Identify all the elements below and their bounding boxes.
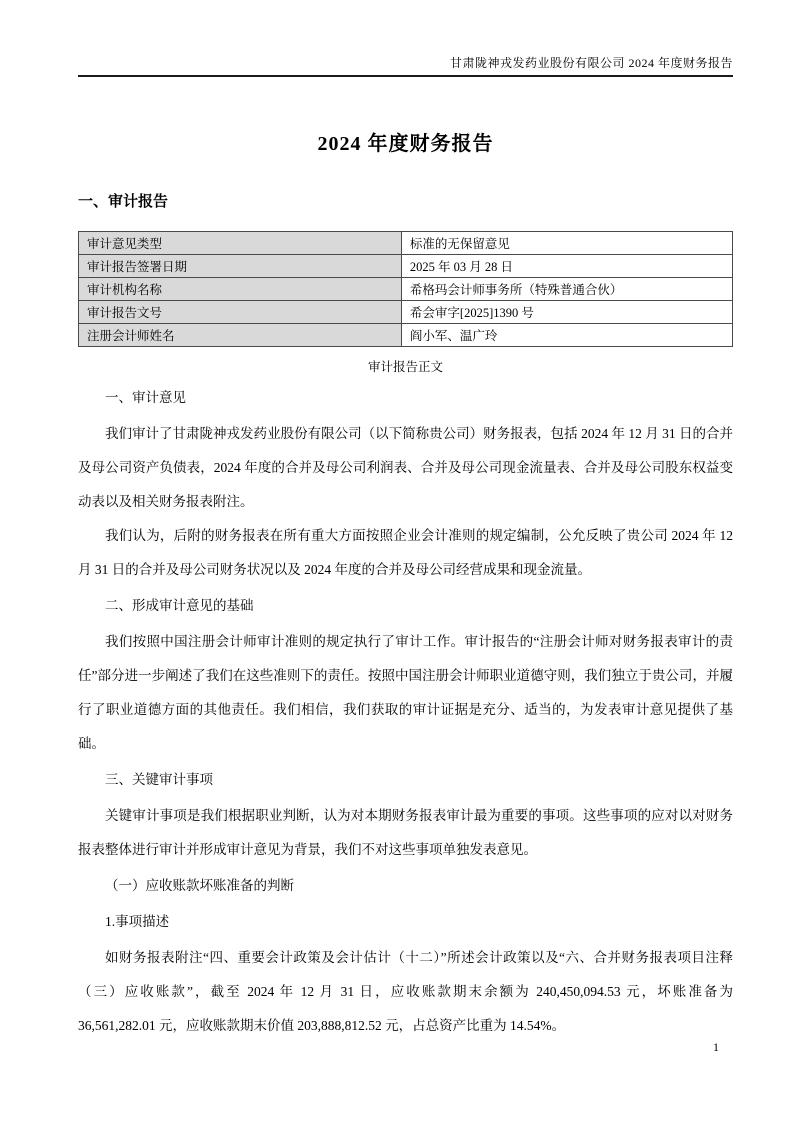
paragraph: 如财务报表附注“四、重要会计政策及会计估计（十二）”所述会计政策以及“六、合并财务报表项目注释（三）应收账款”，截至 2024 年 12 月 31 日，应收账款期末余额为 240,450,094.53 元，坏账准备为 36,561,282.01 元，应收账款期末价值 203,888,812.52 元，占总资产比重为 14.54%。 (78, 950, 733, 1033)
document-body (78, 381, 733, 1043)
header-text: 甘肃陇神戎发药业股份有限公司 2024 年度财务报告 (449, 56, 733, 70)
page-header (78, 54, 733, 71)
body-heading: 三、关键审计事项 (105, 772, 213, 787)
body-heading: 二、形成审计意见的基础 (105, 598, 254, 613)
table-row-label: 注册会计师姓名 (79, 324, 402, 347)
table-row (79, 232, 733, 255)
table-row-value: 阎小军、温广玲 (401, 324, 732, 347)
table-row-label: 审计机构名称 (79, 278, 402, 301)
table-row (79, 255, 733, 278)
section-heading-audit-report: 一、审计报告 (78, 194, 169, 210)
body-heading: 1.事项描述 (105, 914, 170, 929)
audit-summary-table (78, 231, 733, 347)
table-row-label: 审计报告签署日期 (79, 255, 402, 278)
document-title: 2024 年度财务报告 (317, 133, 494, 155)
paragraph: 我们审计了甘肃陇神戎发药业股份有限公司（以下简称贵公司）财务报表，包括 2024 年 12 月 31 日的合并及母公司资产负债表，2024 年度的合并及母公司利润表、合并及母公司现金流量表、合并及母公司股东权益变动表以及相关财务报表附注。 (78, 426, 733, 509)
table-row-value: 希会审字[2025]1390 号 (401, 301, 732, 324)
table-row-value: 标准的无保留意见 (401, 232, 732, 255)
table-row-label: 审计意见类型 (79, 232, 402, 255)
page-number: 1 (713, 1040, 719, 1054)
page-content (78, 0, 733, 1043)
paragraph: 关键审计事项是我们根据职业判断，认为对本期财务报表审计最为重要的事项。这些事项的应对以对财务报表整体进行审计并形成审计意见为背景，我们不对这些事项单独发表意见。 (78, 808, 733, 857)
header-rule (78, 75, 733, 77)
table-row-label: 审计报告文号 (79, 301, 402, 324)
table-row-value: 希格玛会计师事务所（特殊普通合伙） (401, 278, 732, 301)
audit-table-body (79, 232, 733, 347)
table-row (79, 324, 733, 347)
table-row (79, 301, 733, 324)
paragraph: 我们认为，后附的财务报表在所有重大方面按照企业会计准则的规定编制，公允反映了贵公司 2024 年 12 月 31 日的合并及母公司财务状况以及 2024 年度的合并及母公司经营成果和现金流量。 (78, 528, 733, 577)
paragraph: 我们按照中国注册会计师审计准则的规定执行了审计工作。审计报告的“注册会计师对财务报表审计的责任”部分进一步阐述了我们在这些准则下的责任。按照中国注册会计师职业道德守则，我们独立于贵公司，并履行了职业道德方面的其他责任。我们相信，我们获取的审计证据是充分、适当的，为发表审计意见提供了基础。 (78, 634, 733, 751)
table-row (79, 278, 733, 301)
table-row-value: 2025 年 03 月 28 日 (401, 255, 732, 278)
body-heading: 一、审计意见 (105, 390, 186, 405)
audit-body-subtitle: 审计报告正文 (367, 360, 443, 374)
body-heading: （一）应收账款坏账准备的判断 (105, 878, 294, 893)
